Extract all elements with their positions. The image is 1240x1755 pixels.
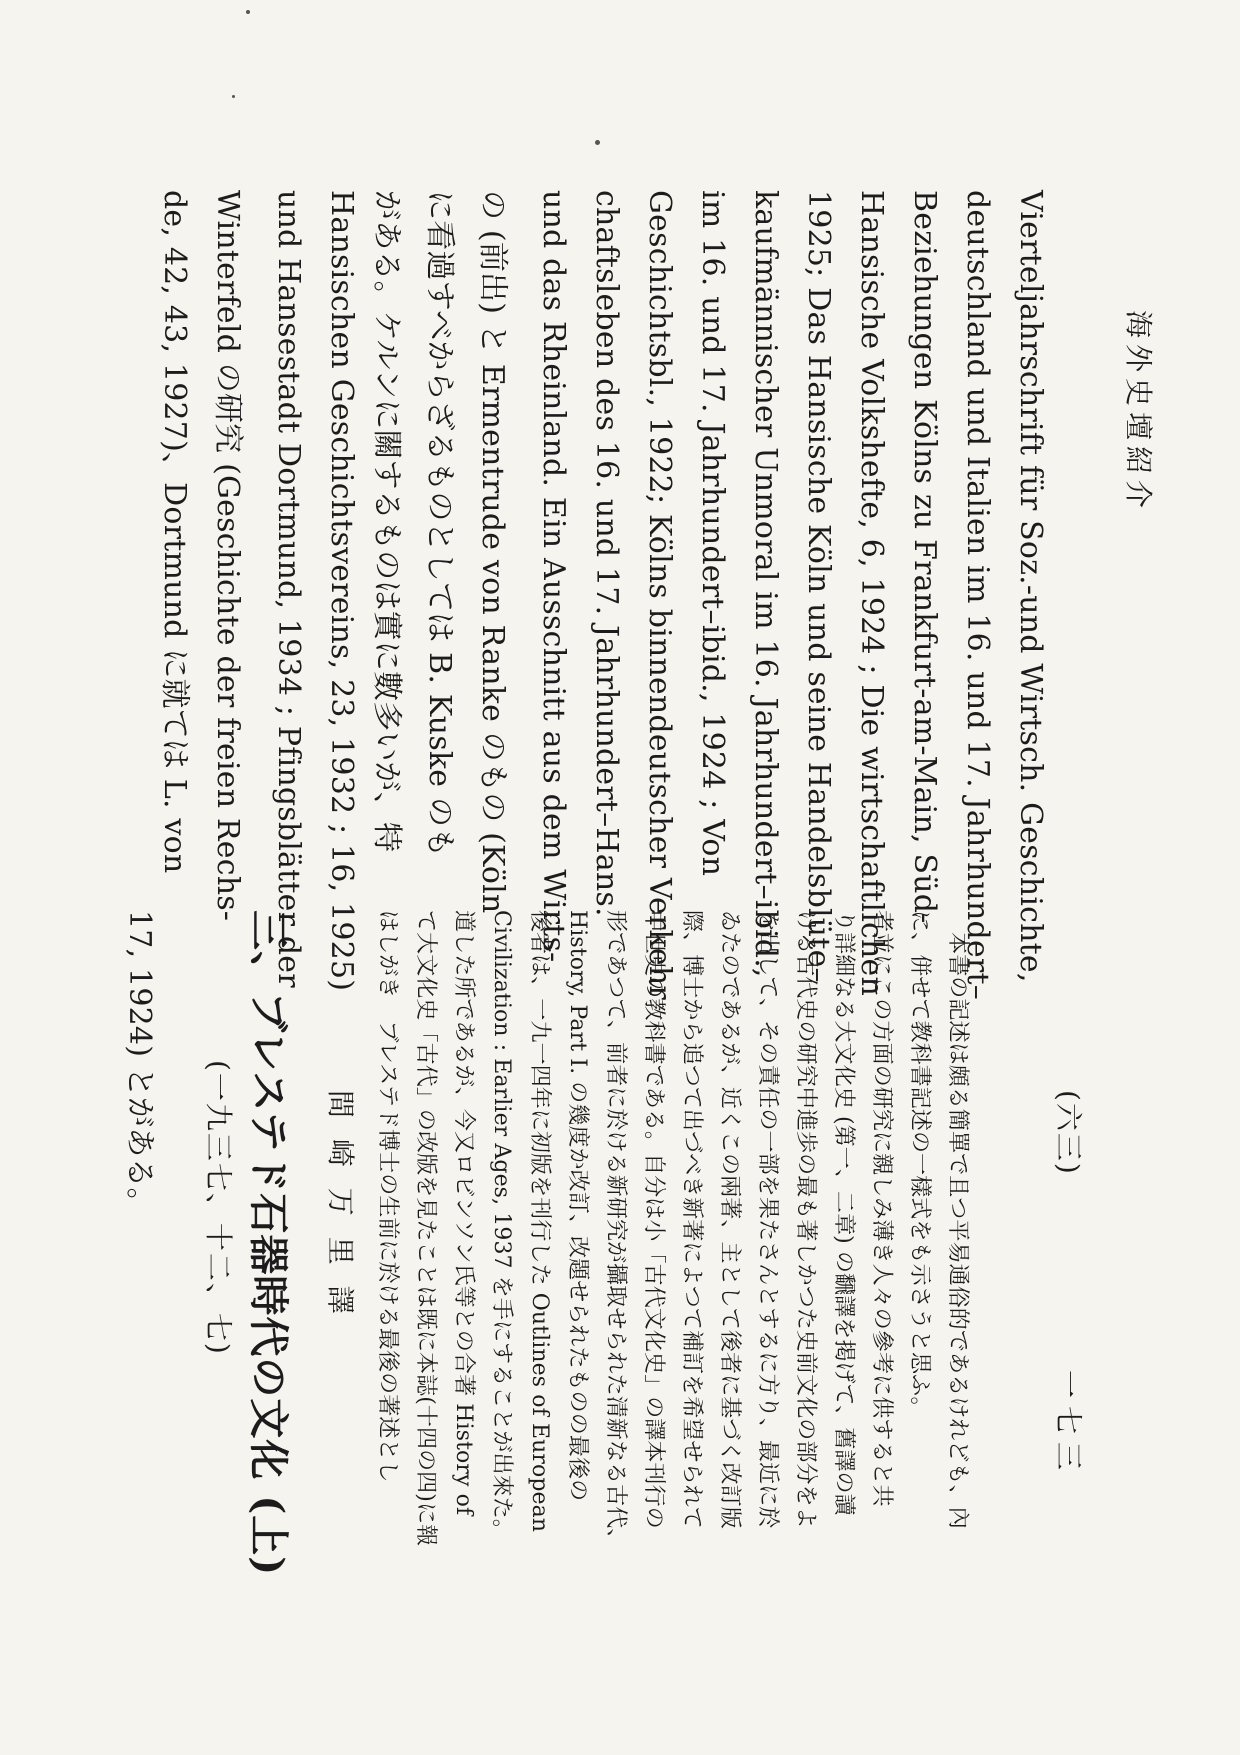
paragraph-line: 際、博士から追つて出づべき新著によつて補訂を希望せられて	[679, 910, 704, 1529]
body-line: Winterfeld の研究 (Geschichte der freien Rechs-	[210, 190, 245, 922]
body-line: chaftsleben des 16. und 17. Jahrhundert–Hans.	[589, 190, 624, 917]
paragraph-line: 形であつて、前者に於ける新研究が攝取せられた清新なる古代、	[603, 910, 628, 1551]
paragraph-line: 道した所であるが、今又ロビンソン氏等との合著 History of	[451, 910, 476, 1516]
body-line: kaufmännischer Unmoral im 16. Jahrhundert–ibid.,	[748, 190, 783, 978]
paragraph-line: 中世史の教科書である。自分は小「古代文化史」の譯本刊行の	[641, 910, 666, 1529]
body-line: im 16. und 17. Jahrhundert–ibid., 1924 ; Von	[695, 190, 730, 877]
paragraph-line: を出して、その責任の一部を果たさんとするに方り、最近に於	[755, 910, 780, 1529]
issue-number: (六三)	[1052, 1090, 1085, 1176]
paragraph-line: 本書の記述は頗る簡單で且つ平易通俗的であるけれども、內	[945, 910, 970, 1529]
paragraph-line: Civilization : Earlier Ages, 1937 を手にすることが出來た。	[489, 910, 514, 1541]
body-line: Beziehungen Kölns zu Frankfurt-am-Main, Süd-	[907, 190, 942, 924]
paragraph-line: 後者は、一九一四年に初版を刊行した Outlines of European	[527, 910, 552, 1533]
paragraph-line: History, Part I. の幾度か改訂、改題せられたものの最後の	[565, 910, 590, 1502]
body-line: Hansische Volkshefte, 6, 1924 ; Die wirtschaftlichen	[854, 190, 889, 997]
scan-speck	[595, 140, 600, 145]
body-line: Vierteljahrschrift für Soz.-und Wirtsch. Geschichte,	[1013, 190, 1048, 983]
paragraph-line: はしがき ブレステド博士の生前に於ける最後の著述とし	[375, 910, 400, 1483]
continuation-line: 17, 1924) とがある。	[122, 910, 157, 1218]
paragraph-line: 者並にこの方面の研究に親しみ薄き人々の參考に供すると共	[869, 910, 894, 1507]
body-line: Geschichtsbl., 1922; Kölns binnendeutscher Verkehr	[642, 190, 677, 1000]
section-title: 三、ブレステド石器時代の文化 (上)	[245, 910, 292, 1577]
body-line: und das Rheinland. Ein Ausschnitt aus dem Wirts-	[536, 190, 571, 963]
body-line: de, 42, 43, 1927)、Dortmund に就ては L. von	[157, 190, 192, 874]
paragraph-line: り詳細なる大文化史 (第一、二章) の飜譯を掲げて、舊譯の讀	[831, 910, 856, 1516]
body-line: に看過すべからざるものとしては B. Kuske のも	[422, 190, 457, 858]
body-line: und Hansestadt Dortmund, 1934 ; Pfingsblätter der	[271, 190, 306, 988]
date-line: (一九三七、十二、七)	[202, 1060, 235, 1356]
body-line: がある。ケルンに關するものは實に數多いが、特	[369, 190, 404, 853]
paragraph-line: て大文化史「古代」の改版を見たことは既に本誌(十四の四)に報	[413, 910, 438, 1547]
running-head: 海外史壇紹介	[1122, 310, 1155, 515]
translator-line: 間 崎 万 里 譯	[324, 1090, 357, 1320]
page-number: 一七三	[1052, 1370, 1085, 1479]
scan-speck	[232, 95, 235, 98]
body-line: 1925; Das Hansische Köln und seine Handelsblüte–	[801, 190, 836, 983]
paragraph-line: に、併せて教科書記述の一樣式をも示さうと思ふ。	[907, 910, 932, 1419]
body-line: deutschland und Italien im 16. und 17. Jahrhundert–	[960, 190, 995, 1000]
paragraph-line: ける古代史の研究中進歩の最も著しかつた史前文化の部分をよ	[793, 910, 818, 1529]
scan-speck	[246, 10, 250, 14]
body-line: Hansischen Geschichtsvereins, 23, 1932 ; 16, 1925)	[324, 190, 359, 992]
paragraph-line: ゐたのであるが、近くこの兩著、主として後者に基づく改訂版	[717, 910, 742, 1529]
body-line: の (前出) と Ermentrude von Ranke のもの (Köln	[475, 190, 510, 914]
